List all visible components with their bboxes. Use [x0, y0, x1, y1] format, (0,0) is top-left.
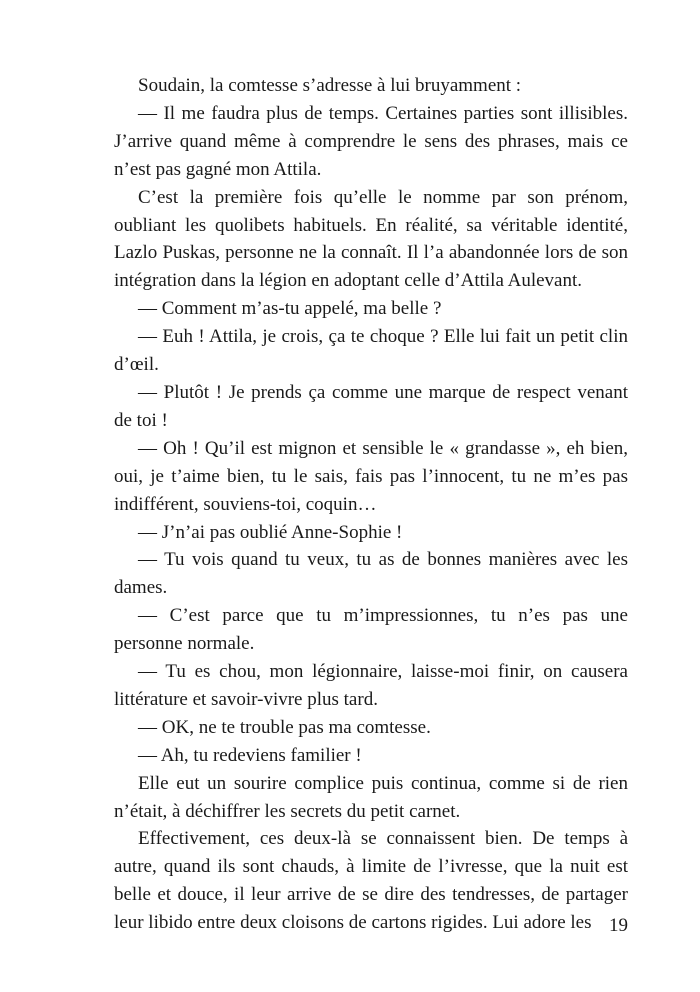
- paragraph: — Plutôt ! Je prends ça comme une marque de respect venant de toi !: [114, 381, 628, 431]
- paragraph: — Tu es chou, mon légionnaire, laisse-moi finir, on causera littérature et savoir-vivre plus tard.: [114, 661, 628, 710]
- paragraph: C’est la première fois qu’elle le nomme par son prénom, oubliant les quolibets habituels. En réalité, sa véritable identité, Lazlo Puskas, personne ne la connaît. Il l’a abandonnée lors de son intégration dans la légion en adoptant celle d’Attila Aulevant.: [114, 186, 628, 292]
- paragraph: — Oh ! Qu’il est mignon et sensible le « grandasse », eh bien, oui, je t’aime bien, tu le sais, fais pas l’innocent, tu ne m’es pas indifférent, souviens-toi, coquin…: [114, 437, 628, 515]
- paragraph: — Ah, tu redeviens familier !: [138, 744, 362, 766]
- paragraph: — Comment m’as-tu appelé, ma belle ?: [138, 298, 442, 320]
- paragraph: — OK, ne te trouble pas ma comtesse.: [138, 716, 431, 738]
- body-text: [114, 72, 628, 937]
- paragraph: — Il me faudra plus de temps. Certaines parties sont illisibles. J’arrive quand même à comprendre le sens des phrases, mais ce n’est pas gagné mon Attila.: [114, 102, 628, 180]
- paragraph: Effectivement, ces deux-là se connaissent bien. De temps à autre, quand ils sont chauds, à limite de l’ivresse, que la nuit est belle et douce, il leur arrive de se dire des tendresses, de partager leur libido entre deux cloisons de cartons rigides. Lui adore les: [114, 828, 628, 934]
- page-number: 19: [609, 915, 628, 936]
- paragraph: — J’n’ai pas oublié Anne-Sophie !: [138, 521, 403, 543]
- paragraph: Soudain, la comtesse s’adresse à lui bruyamment :: [138, 75, 522, 96]
- paragraph: — Euh ! Attila, je crois, ça te choque ? Elle lui fait un petit clin d’œil.: [114, 326, 628, 376]
- paragraph: Elle eut un sourire complice puis continua, comme si de rien n’était, à déchiffrer les secrets du petit carnet.: [114, 772, 628, 822]
- paragraph: — Tu vois quand tu veux, tu as de bonnes manières avec les dames.: [114, 549, 628, 599]
- paragraph: — C’est parce que tu m’impressionnes, tu n’es pas une personne normale.: [114, 605, 628, 655]
